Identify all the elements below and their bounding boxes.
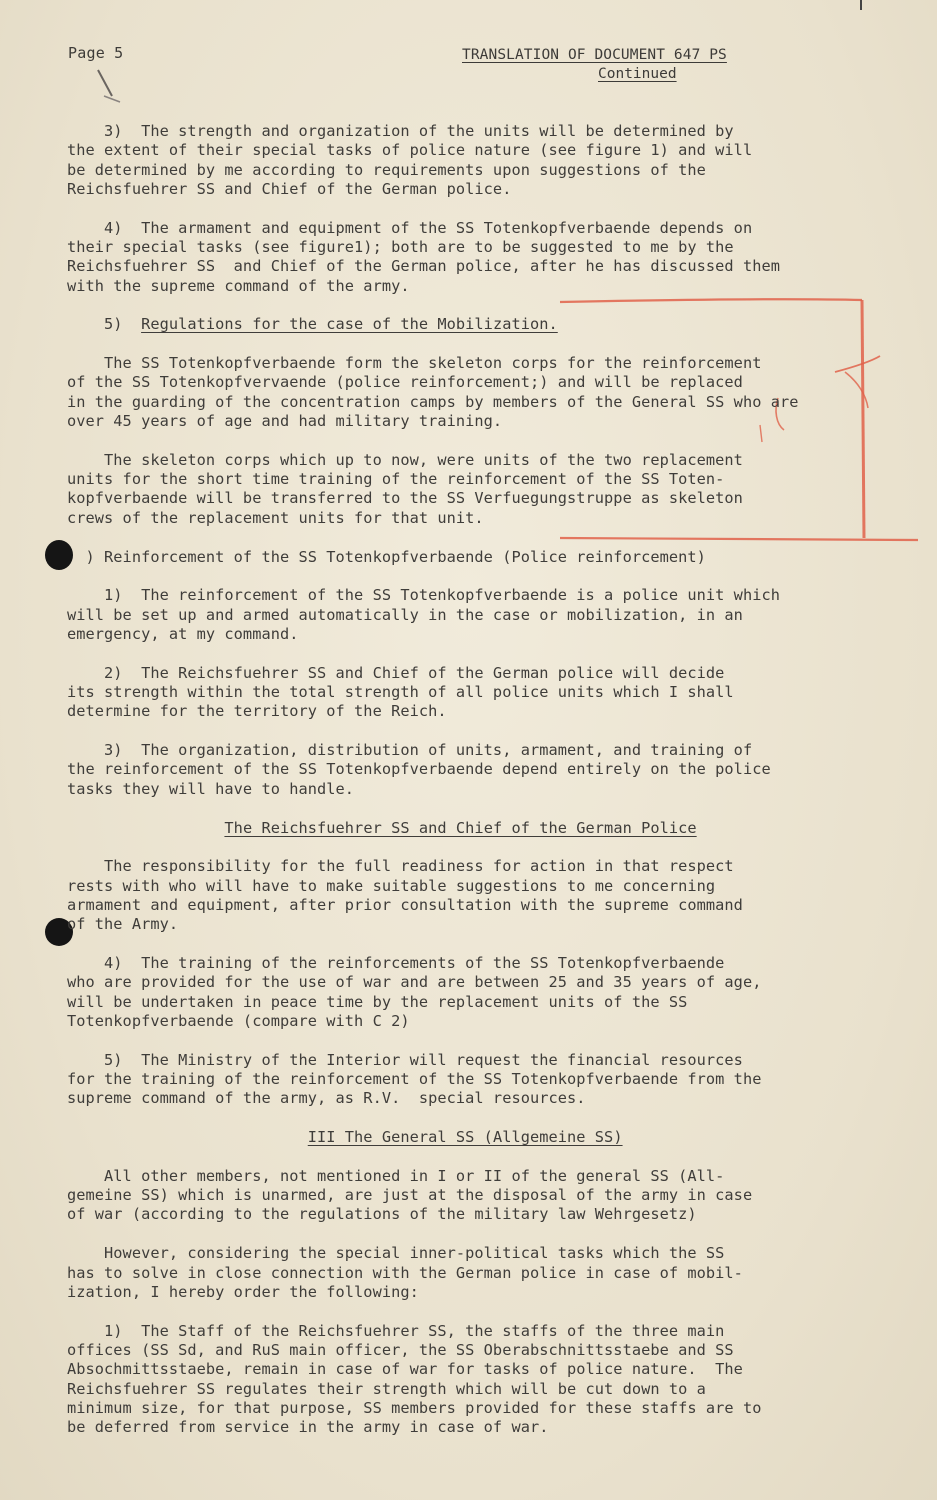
text-line: 3) The strength and organization of the units will be determined by [67,122,734,140]
text-line: 4) The armament and equipment of the SS Totenkopfverbaende depends on [67,218,753,237]
paragraph [67,664,857,722]
paragraph [67,451,857,528]
continued-label: Continued [598,66,677,82]
text-line: armament and equipment, after prior consultation with the supreme command [67,895,743,914]
paragraph [67,548,857,567]
text-line: of the SS Totenkopfvervaende (police reinforcement;) and will be replaced [67,373,743,392]
paragraph [67,219,857,296]
text-line: 4) The training of the reinforcements of the SS Totenkopfverbaende [67,954,725,972]
section-heading [67,315,857,334]
paragraph [67,857,857,934]
text-line: Reichsfuehrer SS and Chief of the German police. [67,179,512,198]
text-line: the reinforcement of the SS Totenkopfverbaende depend entirely on the police [67,760,771,779]
corner-tick-mark [860,0,862,10]
text-line: crews of the replacement units for that unit. [67,508,484,527]
text-line: rests with who will have to make suitable suggestions to me concerning [67,876,716,895]
heading-text: Regulations for the case of the Mobilization. [141,315,558,334]
text-line: their special tasks (see figure1); both are to be suggested to me by the [67,237,734,256]
text-line: Absochmittsstaebe, remain in case of war for tasks of police nature. The [67,1360,743,1379]
text-line: 1) The reinforcement of the SS Totenkopfverbaende is a police unit which [67,586,780,605]
text-line: tasks they will have to handle. [67,779,355,798]
document-title: TRANSLATION OF DOCUMENT 647 PS [462,47,727,63]
text-line: gemeine SS) which is unarmed, are just at the disposal of the army in case [67,1186,753,1205]
text-line: supreme command of the army, as R.V. special resources. [67,1089,586,1108]
text-line: for the training of the reinforcement of the SS Totenkopfverbaende from the [67,1069,762,1088]
paragraph [67,586,857,644]
text-line: over 45 years of age and had military training. [67,412,503,431]
text-line: The SS Totenkopfverbaende form the skeleton corps for the reinforcement [67,354,762,373]
text-line: its strength within the total strength of all police units which I shall [67,683,734,702]
text-line: 5) The Ministry of the Interior will request the financial resources [67,1050,743,1069]
paragraph [67,1322,857,1438]
heading-text: III The General SS (Allgemeine SS) [307,1128,623,1147]
text-line: of the Army. [67,915,179,934]
paragraph [67,122,857,199]
paragraph [67,354,857,431]
text-line: 2) The Reichsfuehrer SS and Chief of the German police will decide [67,663,725,682]
document-body [67,122,857,1457]
text-line: 1) The Staff of the Reichsfuehrer SS, the staffs of the three main [67,1321,725,1340]
paragraph [67,954,857,1031]
text-line: Totenkopfverbaende (compare with C 2) [67,1011,410,1030]
text-line: be determined by me according to requirements upon suggestions of the [67,160,706,179]
text-line: kopfverbaende will be transferred to the SS Verfuegungstruppe as skeleton [67,489,743,508]
text-line: 3) The organization, distribution of units, armament, and training of [67,741,753,760]
text-line: who are provided for the use of war and are between 25 and 35 years of age, [67,973,762,992]
heading-prefix: 5) [67,315,142,334]
text-line: ization, I hereby order the following: [67,1282,419,1301]
text-line: Reichsfuehrer SS and Chief of the German police, after he has discussed them [67,257,780,276]
text-line: determine for the territory of the Reich. [67,702,447,721]
heading-prefix [67,1128,308,1146]
section-heading [67,1128,857,1147]
text-line: offices (SS Sd, and RuS main officer, the SS Oberabschnittsstaebe and SS [67,1340,734,1359]
paragraph [67,741,857,799]
text-line: the extent of their special tasks of police nature (see figure 1) and will [67,141,753,160]
text-line: emergency, at my command. [67,624,299,643]
text-line: with the supreme command of the army. [67,276,410,295]
paragraph [67,1244,857,1302]
text-line: The responsibility for the full readiness for action in that respect [67,857,734,876]
heading-prefix [67,819,224,837]
text-line: All other members, not mentioned in I or II of the general SS (All- [67,1166,725,1185]
text-line: However, considering the special inner-political tasks which the SS [67,1244,725,1263]
text-line: will be set up and armed automatically in the case or mobilization, in an [67,605,743,624]
text-line: will be undertaken in peace time by the replacement units of the SS [67,992,688,1011]
text-line: in the guarding of the concentration camps by members of the General SS who are [67,392,799,411]
text-line: units for the short time training of the reinforcement of the SS Toten- [67,470,725,489]
heading-text: The Reichsfuehrer SS and Chief of the German Police [224,818,697,837]
text-line: ) Reinforcement of the SS Totenkopfverbaende (Police reinforcement) [67,547,706,566]
section-heading [67,819,857,838]
text-line: has to solve in close connection with the German police in case of mobil- [67,1263,743,1282]
text-line: The skeleton corps which up to now, were units of the two replacement [67,450,743,469]
page-number: Page 5 [68,44,124,62]
paragraph [67,1167,857,1225]
paragraph [67,1051,857,1109]
text-line: of war (according to the regulations of the military law Wehrgesetz) [67,1205,697,1224]
text-line: Reichsfuehrer SS regulates their strength which will be cut down to a [67,1379,706,1398]
text-line: minimum size, for that purpose, SS members provided for these staffs are to [67,1398,762,1417]
text-line: be deferred from service in the army in case of war. [67,1418,549,1437]
